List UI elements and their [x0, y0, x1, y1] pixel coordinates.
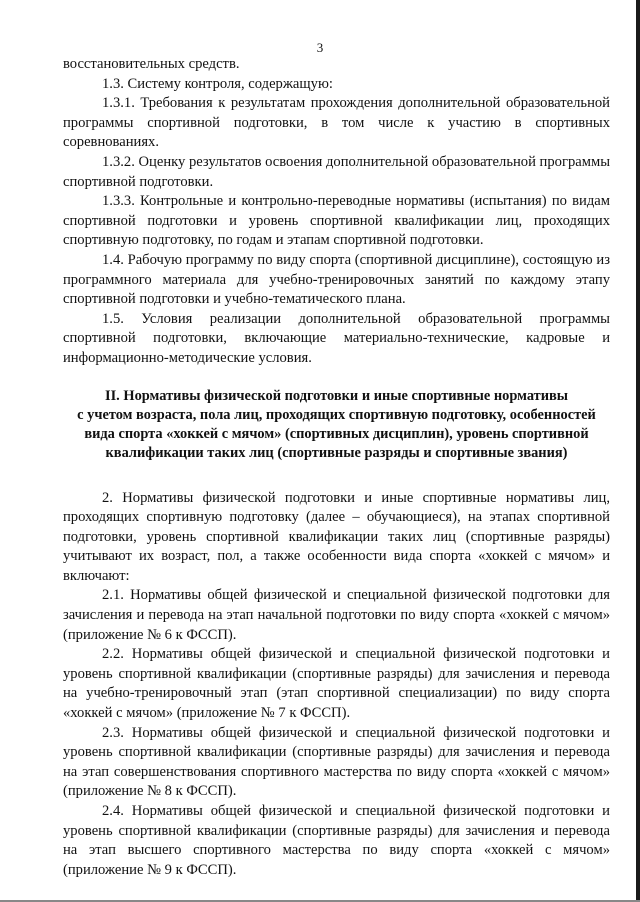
paragraph-2-2: 2.2. Нормативы общей физической и специальной физической подготовки и уровень спортивной квалификации (спортивные разряды) для зачисления и перевода на учебно-тренировочный этап (этап спортивной специализации) по виду спорта «хоккей с мячом» (приложение № 7 к ФССП).: [63, 646, 610, 722]
paragraph-1-3: 1.3. Систему контроля, содержащую:: [102, 75, 333, 92]
section-heading: [63, 387, 610, 463]
page-number: 3: [316, 40, 324, 55]
paragraph-1-3-3: 1.3.3. Контрольные и контрольно-переводные нормативы (испытания) по видам спортивной подготовки и уровень спортивной квалификации лиц, проходящих спортивную подготовку, по годам и этапам спортивной подготовки.: [63, 193, 610, 249]
paragraph-2-1: 2.1. Нормативы общей физической и специальной физической подготовки для зачисления и перевода на этап начальной подготовки по виду спорта «хоккей с мячом» (приложение № 6 к ФССП).: [63, 587, 610, 643]
paragraph-2-4: 2.4. Нормативы общей физической и специальной физической подготовки и уровень спортивной квалификации (спортивные разряды) для зачисления и перевода на этап высшего спортивного мастерства по виду спорта «хоккей с мячом» (приложение № 9 к ФССП).: [63, 803, 610, 878]
section-content-bottom: [63, 489, 610, 881]
scan-edge-right: [636, 0, 640, 902]
paragraph-2-3: 2.3. Нормативы общей физической и специальной физической подготовки и уровень спортивной квалификации (спортивные разряды) для зачисления и перевода на этап совершенствования спортивного мастерства по виду спорта «хоккей с мячом» (приложение № 8 к ФССП).: [63, 724, 610, 800]
heading-line: квалификации таких лиц (спортивные разряды и спортивные звания): [105, 444, 568, 461]
heading-line: II. Нормативы физической подготовки и иные спортивные нормативы: [104, 387, 569, 404]
heading-line: вида спорта «хоккей с мячом» (спортивных дисциплин), уровень спортивной: [84, 425, 589, 442]
paragraph-1-3-1: 1.3.1. Требования к результатам прохождения дополнительной образовательной программы спортивной подготовки, в том числе к участию в спортивных соревнованиях.: [63, 95, 610, 151]
paragraph-1-3-2: 1.3.2. Оценку результатов освоения дополнительной образовательной программы спортивной подготовки.: [63, 153, 610, 190]
paragraph-2: 2. Нормативы физической подготовки и иные спортивные нормативы лиц, проходящих спортивную подготовку (далее – обучающиеся), на этапах спортивной подготовки, уровень спортивной квалификации таких лиц (спортивные разряды) учитывают их возраст, пол, а также особенности вида спорта «хоккей с мячом» и включают:: [63, 489, 610, 584]
heading-line: с учетом возраста, пола лиц, проходящих спортивную подготовку, особенностей: [77, 406, 596, 423]
paragraph-continuation: восстановительных средств.: [63, 56, 240, 72]
paragraph-1-5: 1.5. Условия реализации дополнительной образовательной программы спортивной подготовки, включающие материально-технические, кадровые и информационно-методические условия.: [63, 310, 610, 366]
paragraph-1-4: 1.4. Рабочую программу по виду спорта (спортивной дисциплине), состоящую из программного материала для учебно-тренировочных занятий по каждому этапу спортивной подготовки и учебно-тематического плана.: [63, 251, 610, 308]
section-content-top: [63, 55, 610, 369]
